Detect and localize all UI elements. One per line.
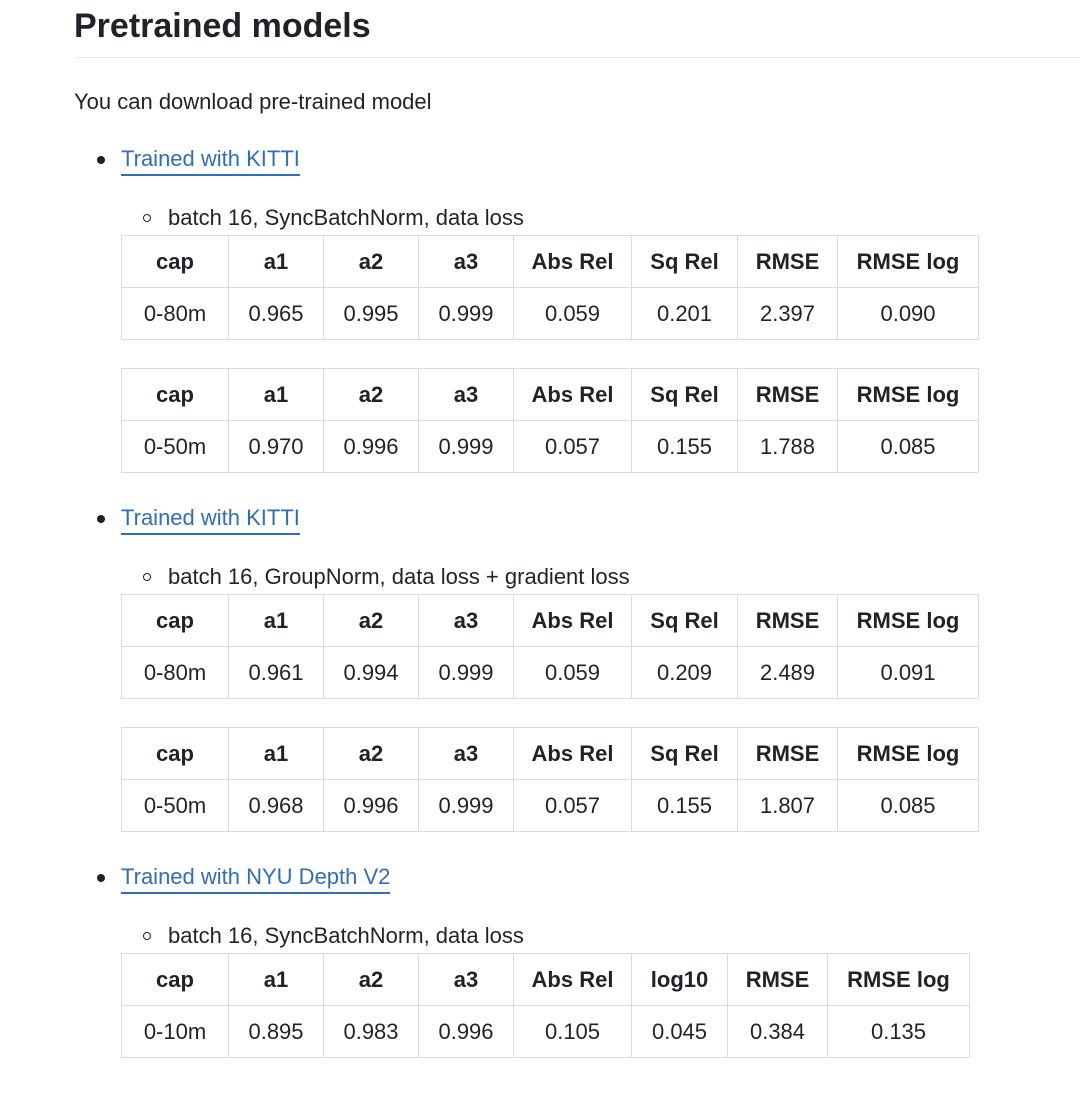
header-a1: a1 — [229, 728, 324, 780]
cell-cap: 0-80m — [122, 647, 229, 699]
cell-abs-rel: 0.059 — [514, 647, 632, 699]
header-rmse: RMSE — [728, 954, 828, 1006]
config-text: batch 16, SyncBatchNorm, data loss — [168, 205, 524, 230]
header-sq-rel: Sq Rel — [632, 369, 738, 421]
header-a3: a3 — [419, 236, 514, 288]
cell-log10: 0.045 — [632, 1006, 728, 1058]
header-a1: a1 — [229, 369, 324, 421]
cell-rmse-log: 0.085 — [838, 780, 979, 832]
header-rmse-log: RMSE log — [838, 595, 979, 647]
header-rmse-log: RMSE log — [838, 728, 979, 780]
cell-a2: 0.995 — [324, 288, 419, 340]
header-a2: a2 — [324, 369, 419, 421]
intro-text: You can download pre-trained model — [74, 89, 432, 114]
header-a2: a2 — [324, 728, 419, 780]
cell-rmse: 2.397 — [738, 288, 838, 340]
cell-abs-rel: 0.059 — [514, 288, 632, 340]
cell-sq-rel: 0.155 — [632, 780, 738, 832]
header-a1: a1 — [229, 595, 324, 647]
config-text: batch 16, GroupNorm, data loss + gradient loss — [168, 564, 630, 589]
header-a3: a3 — [419, 595, 514, 647]
cell-rmse: 1.807 — [738, 780, 838, 832]
table-row — [122, 647, 979, 699]
header-cap: cap — [122, 728, 229, 780]
header-rmse: RMSE — [738, 728, 838, 780]
bullet-icon — [97, 515, 105, 523]
table-row — [122, 1006, 970, 1058]
metrics-table-kitti-groupnorm-50m — [121, 727, 979, 832]
header-cap: cap — [122, 369, 229, 421]
cell-a1: 0.895 — [229, 1006, 324, 1058]
cell-a3: 0.999 — [419, 780, 514, 832]
cell-cap: 0-80m — [122, 288, 229, 340]
cell-rmse-log: 0.091 — [838, 647, 979, 699]
circle-bullet-icon — [143, 573, 151, 581]
cell-a1: 0.965 — [229, 288, 324, 340]
model-link-kitti-syncbn[interactable]: Trained with KITTI — [121, 145, 300, 176]
cell-rmse-log: 0.085 — [838, 421, 979, 473]
cell-cap: 0-50m — [122, 421, 229, 473]
header-sq-rel: Sq Rel — [632, 728, 738, 780]
cell-abs-rel: 0.057 — [514, 780, 632, 832]
header-cap: cap — [122, 236, 229, 288]
header-a2: a2 — [324, 954, 419, 1006]
header-abs-rel: Abs Rel — [514, 236, 632, 288]
header-sq-rel: Sq Rel — [632, 595, 738, 647]
cell-abs-rel: 0.105 — [514, 1006, 632, 1058]
header-a2: a2 — [324, 236, 419, 288]
model-link-kitti-groupnorm[interactable]: Trained with KITTI — [121, 504, 300, 535]
header-abs-rel: Abs Rel — [514, 954, 632, 1006]
header-cap: cap — [122, 954, 229, 1006]
circle-bullet-icon — [143, 214, 151, 222]
table-row — [122, 421, 979, 473]
header-rmse: RMSE — [738, 595, 838, 647]
metrics-table-nyu-10m — [121, 953, 970, 1058]
header-rmse-log: RMSE log — [828, 954, 970, 1006]
header-cap: cap — [122, 595, 229, 647]
header-rmse: RMSE — [738, 369, 838, 421]
table-header-row — [122, 728, 979, 780]
cell-a2: 0.994 — [324, 647, 419, 699]
cell-abs-rel: 0.057 — [514, 421, 632, 473]
cell-rmse: 2.489 — [738, 647, 838, 699]
cell-cap: 0-10m — [122, 1006, 229, 1058]
title-divider — [74, 57, 1080, 58]
header-rmse: RMSE — [738, 236, 838, 288]
cell-a3: 0.996 — [419, 1006, 514, 1058]
cell-sq-rel: 0.155 — [632, 421, 738, 473]
table-header-row — [122, 954, 970, 1006]
header-a2: a2 — [324, 595, 419, 647]
metrics-table-kitti-syncbn-50m — [121, 368, 979, 473]
cell-a2: 0.996 — [324, 780, 419, 832]
table-header-row — [122, 369, 979, 421]
table-row — [122, 288, 979, 340]
header-abs-rel: Abs Rel — [514, 728, 632, 780]
bullet-icon — [97, 874, 105, 882]
cell-sq-rel: 0.201 — [632, 288, 738, 340]
cell-rmse-log: 0.135 — [828, 1006, 970, 1058]
cell-a2: 0.996 — [324, 421, 419, 473]
header-a1: a1 — [229, 236, 324, 288]
cell-sq-rel: 0.209 — [632, 647, 738, 699]
metrics-table-kitti-syncbn-80m — [121, 235, 979, 340]
cell-rmse: 0.384 — [728, 1006, 828, 1058]
table-header-row — [122, 595, 979, 647]
header-abs-rel: Abs Rel — [514, 369, 632, 421]
cell-a3: 0.999 — [419, 647, 514, 699]
header-log10: log10 — [632, 954, 728, 1006]
table-header-row — [122, 236, 979, 288]
cell-a1: 0.970 — [229, 421, 324, 473]
header-a3: a3 — [419, 728, 514, 780]
cell-a1: 0.961 — [229, 647, 324, 699]
cell-a1: 0.968 — [229, 780, 324, 832]
header-a3: a3 — [419, 369, 514, 421]
header-a1: a1 — [229, 954, 324, 1006]
page-title: Pretrained models — [74, 7, 371, 45]
header-rmse-log: RMSE log — [838, 236, 979, 288]
cell-a2: 0.983 — [324, 1006, 419, 1058]
cell-rmse: 1.788 — [738, 421, 838, 473]
cell-cap: 0-50m — [122, 780, 229, 832]
cell-a3: 0.999 — [419, 288, 514, 340]
cell-a3: 0.999 — [419, 421, 514, 473]
cell-rmse-log: 0.090 — [838, 288, 979, 340]
header-rmse-log: RMSE log — [838, 369, 979, 421]
config-text: batch 16, SyncBatchNorm, data loss — [168, 923, 524, 948]
model-link-nyu[interactable]: Trained with NYU Depth V2 — [121, 863, 390, 894]
header-a3: a3 — [419, 954, 514, 1006]
table-row — [122, 780, 979, 832]
circle-bullet-icon — [143, 932, 151, 940]
header-abs-rel: Abs Rel — [514, 595, 632, 647]
metrics-table-kitti-groupnorm-80m — [121, 594, 979, 699]
header-sq-rel: Sq Rel — [632, 236, 738, 288]
bullet-icon — [97, 156, 105, 164]
